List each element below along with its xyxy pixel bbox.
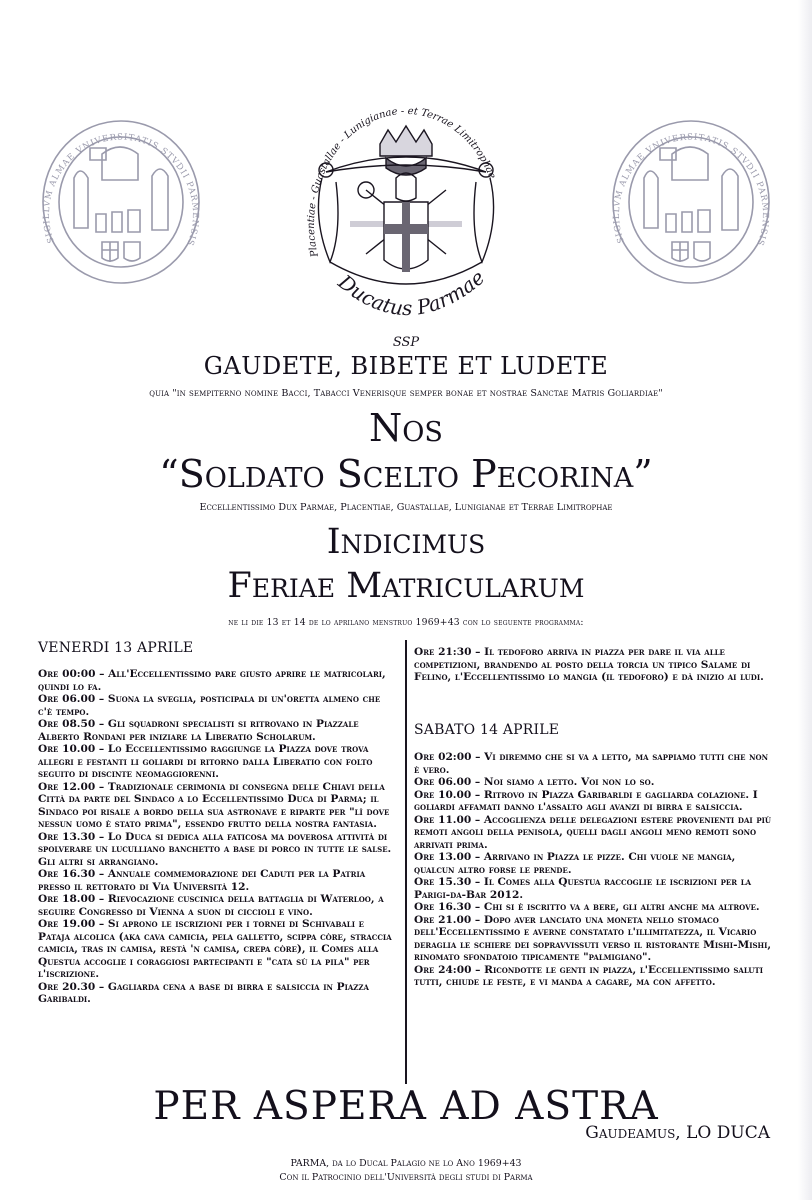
schedule-entry: Ore 16.30 – Chi si è iscritto va a bere, gli altri anche ma altrove.: [414, 901, 760, 913]
schedule-entry: Ore 21:30 – Il tedoforo arriva in piazza per dare il via alle competizioni, brandendo al posto della torcia un tipico Salame di Felino, l'Eccellentissimo lo mangia (il tedoforo) e dà inizio ai ludi.: [414, 646, 764, 683]
svg-text:Ducatus Parmae: [333, 265, 489, 320]
subtitle-quia: quia "in sempiterno nomine Bacci, Tabacci Venerisque semper bonae et nostrae Sanctae Matris Goliardiae": [149, 388, 663, 399]
schedule-entry: Ore 13.30 – Lo Duca si dedica alla faticosa ma doverosa attività di spolverare un luculliano banchetto a base di porco in tutte le salse. Gli altri si arrangiano.: [38, 830, 392, 868]
friday-heading: VENERDI 13 APRILE: [38, 640, 194, 656]
seal-left-text: SIGILLVM ALMAE VNIVERSITATIS STVDII PARMENSIS: [41, 132, 201, 248]
title-indicimus: Indicimus: [326, 522, 486, 562]
schedule-entry: Ore 13.00 – Arrivano in Piazza le pizze. Chi vuole ne mangia, qualcun altro forse le prende.: [414, 851, 736, 876]
ducal-crest-icon: [296, 106, 516, 350]
footer-patronage: Con il Patrocinio dell'Università degli studi di Parma: [279, 1172, 533, 1183]
schedule-entry: Ore 11.00 – Accoglienza delle delegazioni estere provenienti dai più remoti angoli della penisola, quelli dagli angoli meno remoti sono arrivati prima.: [414, 813, 771, 851]
program-intro: ne li die 13 et 14 de lo aprilano menstruo 1969+43 con lo seguente programma:: [228, 617, 584, 628]
saturday-heading: SABATO 14 APRILE: [414, 722, 560, 738]
schedule-entry: Ore 16.30 – Annuale commemorazione dei Caduti per la Patria presso il rettorato di Via Università 12.: [38, 868, 366, 893]
schedule-entry: Ore 20.30 – Gagliarda cena a base di birra e salsiccia in Piazza Garibaldi.: [38, 980, 369, 1005]
friday-schedule: [38, 668, 394, 1006]
seal-right-text: SIGILLVM ALMAE VNIVERSITATIS STVDII PARMENSIS: [611, 132, 771, 248]
signature: Gaudeamus, LO DUCA: [585, 1123, 770, 1143]
footer-place-date: PARMA, da lo Ducal Palagio ne lo Ano 1969+43: [290, 1158, 522, 1169]
column-divider: [405, 640, 407, 1084]
crest-monogram: SSP: [392, 335, 420, 350]
headline-gaudete: GAUDETE, BIBETE ET LUDETE: [203, 352, 609, 380]
schedule-entry: Ore 08.50 – Gli squadroni specialisti si ritrovano in Piazzale Alberto Rondani per iniziare la Liberatio Scholarum.: [38, 718, 359, 743]
schedule-entry: Ore 19.00 – Si aprono le iscrizioni per i tornei di Schivabali e Pataja alcolica (aka cava camicia, pela galletto, scippa còre, straccia camicia, tras in camisa, restà 'n camisa, crepa còre), il Comes alla Questua accoglie i coraggiosi partecipanti e "cata sù la pila" per l'iscrizione.: [38, 918, 392, 980]
crest-motto: Ducatus Parmae: [333, 265, 490, 321]
closing-motto: PER ASPERA AD ASTRA: [153, 1084, 659, 1129]
saturday-schedule: [414, 751, 776, 989]
schedule-entry: Ore 12.00 – Tradizionale cerimonia di consegna delle Chiavi della Città da parte del Sindaco a lo Eccellentissimo Duca di Parma; il Sindaco poi risale a bordo della sua astronave e riparte per "lì dove nessun uomo è stato prima", essendo frutto della nostra fantasia.: [38, 780, 390, 830]
schedule-entry: Ore 18.00 – Rievocazione cuscinica della battaglia di Waterloo, a seguire Congresso di Vienna a suon di ciccioli e vino.: [38, 893, 384, 918]
schedule-entry: Ore 06.00 – Suona la sveglia, posticipala di un'oretta almeno che c'è tempo.: [38, 693, 381, 718]
schedule-entry: Ore 24:00 – Ricondotte le genti in piazza, l'Eccellentissimo saluti tutti, chiude le feste, e vi manda a cagare, ma con affetto.: [414, 963, 763, 988]
title-feriae: Feriae Matricularum: [227, 566, 585, 606]
university-seal-left-icon: [40, 118, 202, 286]
schedule-entry: Ore 15.30 – Il Comes alla Questua raccoglie le iscrizioni per la Parigi-da-Bar 2012.: [414, 876, 752, 901]
schedule-entry: Ore 06.00 – Noi siamo a letto. Voi non lo so.: [414, 776, 655, 788]
crest-ring-text: Placentiae - Guastallae - Lunigianae - et Terrae Limitrophae: [305, 106, 498, 258]
university-seal-right-icon: [610, 118, 772, 286]
schedule-entry: Ore 10.00 – Lo Eccellentissimo raggiunge la Piazza dove trova allegri e festanti li goliardi di ritorno dalla Liberatio con folto seguito di discinte neomaggiorenni.: [38, 743, 373, 780]
title-nos: Nos: [369, 406, 443, 450]
schedule-entry: Ore 02:00 – Vi diremmo che si va a letto, ma sappiamo tutti che non è vero.: [414, 751, 769, 776]
schedule-entry: Ore 10.00 – Ritrovo in Piazza Garibarldi e gagliarda colazione. I goliardi affamati danno l'assalto agli avanzi di birra e salsiccia.: [414, 788, 758, 813]
title-name: “Soldato Scelto Pecorina”: [159, 452, 653, 496]
friday-late-schedule: [414, 646, 776, 684]
schedule-entry: Ore 00:00 – All'Eccellentissimo pare giusto aprire le matricolari, quindi lo fa.: [38, 668, 386, 693]
schedule-entry: Ore 21.00 – Dopo aver lanciato una moneta nello stomaco dell'Eccellentissimo e averne constatato l'illimitatezza, il Vicario deraglia le schiere dei sopravvissuti verso il ristorante Mishi-Mishi, rinomato sfondatoio tipicamente "palmigiano".: [414, 913, 772, 963]
subtitle-dux: Eccellentissimo Dux Parmae, Placentiae, Guastallae, Lunigianae et Terrae Limitrophae: [199, 502, 613, 513]
